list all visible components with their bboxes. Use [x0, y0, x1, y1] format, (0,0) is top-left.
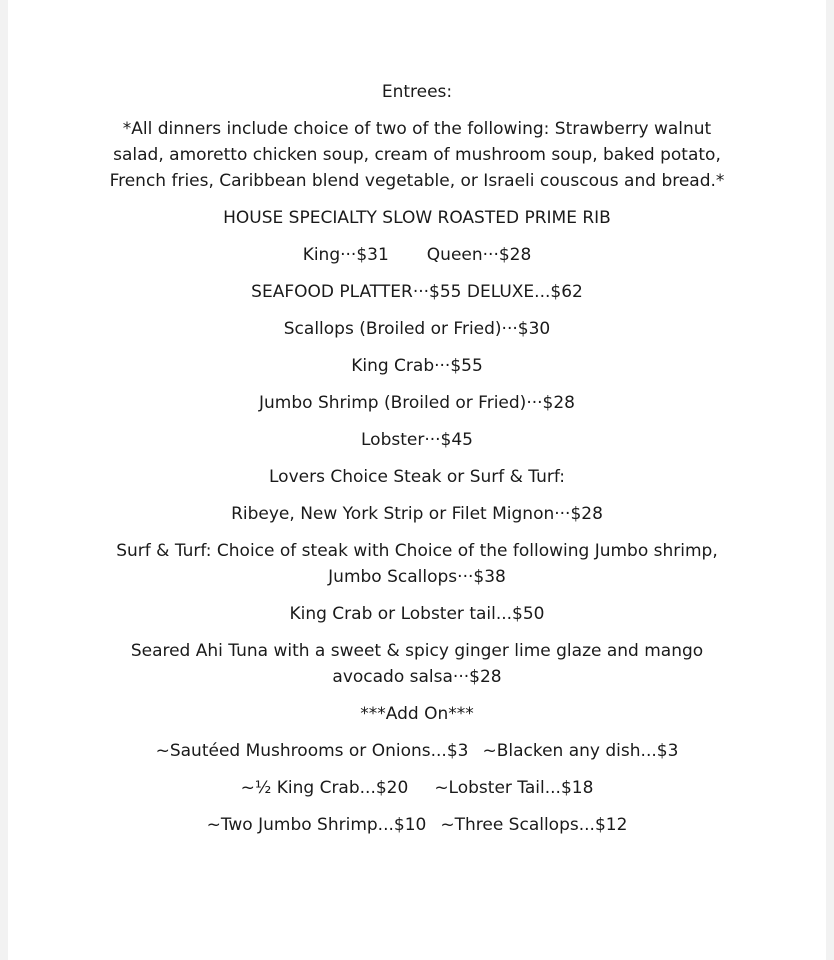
- jumbo-shrimp-item: Jumbo Shrimp (Broiled or Fried)···$28: [259, 393, 575, 413]
- add-on-row-3: [8, 812, 826, 838]
- lobster-item: Lobster···$45: [361, 430, 473, 450]
- steaks-item: Ribeye, New York Strip or Filet Mignon···$28: [231, 504, 603, 524]
- add-on-lobster-tail: ~Lobster Tail...$18: [434, 778, 594, 798]
- seafood-platter-item: SEAFOOD PLATTER···$55 DELUXE...$62: [251, 282, 583, 302]
- add-on-mushrooms: ~Sautéed Mushrooms or Onions...$3: [155, 741, 469, 761]
- menu-intro: *All dinners include choice of two of the following: Strawberry walnut salad, amoretto chicken soup, cream of mushroom soup, baked potato, French fries, Caribbean blend vegetable, or Israeli couscous and bread.*: [109, 119, 725, 191]
- add-on-row-1: [8, 738, 826, 764]
- prime-rib-sizes: [8, 242, 826, 268]
- menu-page: [8, 0, 826, 960]
- prime-rib-queen: Queen···$28: [426, 245, 532, 265]
- add-on-half-king-crab: ~½ King Crab...$20: [240, 778, 409, 798]
- lovers-choice-heading: Lovers Choice Steak or Surf & Turf:: [269, 467, 565, 487]
- ahi-tuna-item: Seared Ahi Tuna with a sweet & spicy ginger lime glaze and mango avocado salsa···$28: [130, 641, 704, 687]
- add-on-blacken: ~Blacken any dish...$3: [482, 741, 679, 761]
- add-on-three-scallops: ~Three Scallops...$12: [440, 815, 628, 835]
- menu-heading: Entrees:: [381, 82, 453, 102]
- king-crab-lobster-tail-item: King Crab or Lobster tail...$50: [289, 604, 545, 624]
- entrees-menu: [8, 79, 826, 838]
- prime-rib-title: HOUSE SPECIALTY SLOW ROASTED PRIME RIB: [223, 208, 611, 228]
- add-on-heading: ***Add On***: [360, 704, 474, 724]
- surf-turf-item: Surf & Turf: Choice of steak with Choice of the following Jumbo shrimp, Jumbo Scallops···$38: [116, 541, 718, 587]
- king-crab-item: King Crab···$55: [351, 356, 483, 376]
- add-on-two-shrimp: ~Two Jumbo Shrimp...$10: [206, 815, 427, 835]
- prime-rib-king: King···$31: [302, 245, 389, 265]
- scallops-item: Scallops (Broiled or Fried)···$30: [283, 319, 551, 339]
- add-on-row-2: [8, 775, 826, 801]
